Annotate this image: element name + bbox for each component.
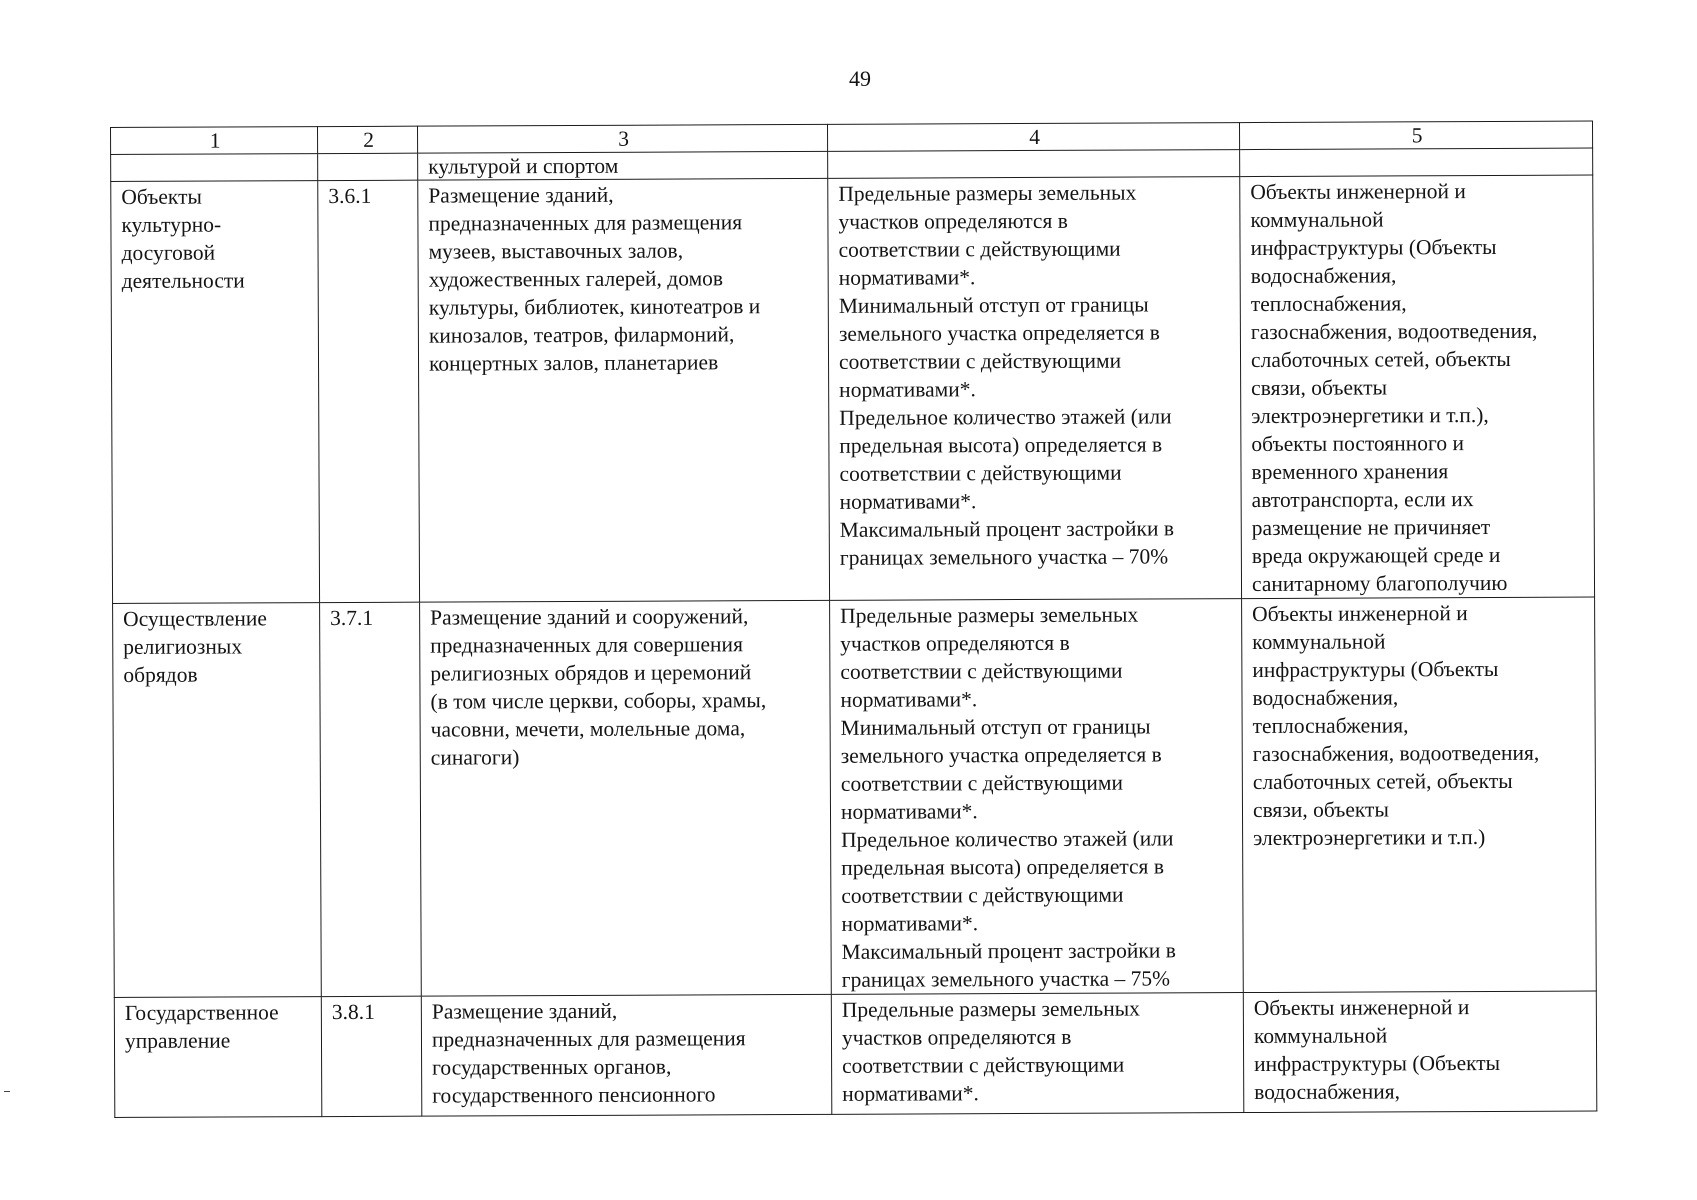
use-type-code: 3.7.1 — [320, 602, 422, 996]
use-type-parameters: Предельные размеры земельных участков определяются в соответствии с действующими нормативами*. Минимальный отступ от границы земельного участка определяется в соответствии с действующими нормативами*. Предельное количество этажей (или предельная высота) определяется в соответствии с действующими нормативами*. Максимальный процент застройки в границах земельного участка – 70% — [828, 177, 1242, 601]
use-type-parameters: Предельные размеры земельных участков определяются в соответствии с действующими нормативами*. — [831, 993, 1244, 1115]
continuation-cell-description: культурой и спортом — [418, 151, 828, 180]
column-header-2: 2 — [318, 126, 418, 153]
column-header-4: 4 — [827, 123, 1239, 152]
column-header-3: 3 — [417, 124, 827, 153]
table-row — [113, 597, 1597, 997]
use-type-description: Размещение зданий, предназначенных для размещения государственных органов, государственного пенсионного — [421, 994, 832, 1116]
use-type-name: Государственное управление — [114, 997, 322, 1118]
use-type-name: Объекты культурно- досуговой деятельности — [111, 181, 320, 604]
use-type-auxiliary: Объекты инженерной и коммунальной инфраструктуры (Объекты водоснабжения, теплоснабжения, газоснабжения, водоотведения, слаботочных сетей, объекты связи, объекты электроэнергетики и т.п.), объекты постоянного и временного хранения автотранспорта, если их размещение не причиняет вреда окружающей среде и санитарному благополучию — [1240, 175, 1595, 599]
column-header-1: 1 — [111, 127, 318, 155]
land-use-table — [110, 121, 1597, 1118]
use-type-auxiliary: Объекты инженерной и коммунальной инфраструктуры (Объекты водоснабжения, — [1243, 991, 1597, 1113]
continuation-cell-code — [318, 153, 418, 180]
use-type-auxiliary: Объекты инженерной и коммунальной инфраструктуры (Объекты водоснабжения, теплоснабжения, газоснабжения, водоотведения, слаботочных сетей, объекты связи, объекты электроэнергетики и т.п.) — [1242, 597, 1597, 993]
use-type-description: Размещение зданий и сооружений, предназначенных для совершения религиозных обрядов и церемоний (в том числе церкви, соборы, храмы, часовни, мечети, молельные дома, синагоги) — [420, 600, 832, 996]
table-row — [114, 991, 1597, 1117]
continuation-cell-parameters — [828, 150, 1240, 179]
table-row — [111, 175, 1595, 603]
column-header-5: 5 — [1239, 121, 1592, 150]
use-type-parameters: Предельные размеры земельных участков определяются в соответствии с действующими нормативами*. Минимальный отступ от границы земельного участка определяется в соответствии с действующими нормативами*. Предельное количество этажей (или предельная высота) определяется в соответствии с действующими нормативами*. Максимальный процент застройки в границах земельного участка – 75% — [830, 599, 1244, 995]
use-type-code: 3.6.1 — [318, 180, 420, 602]
use-type-code: 3.8.1 — [321, 996, 422, 1116]
continuation-cell-auxiliary — [1240, 148, 1593, 177]
use-type-description: Размещение зданий, предназначенных для размещения музеев, выставочных залов, художественных галерей, домов культуры, библиотек, кинотеатров и кинозалов, театров, филармоний, концертных залов, планетариев — [418, 178, 830, 602]
continuation-cell-name — [111, 154, 318, 182]
margin-mark — [4, 1091, 10, 1092]
use-type-name: Осуществление религиозных обрядов — [113, 603, 322, 998]
page-number: 49 — [849, 66, 871, 91]
